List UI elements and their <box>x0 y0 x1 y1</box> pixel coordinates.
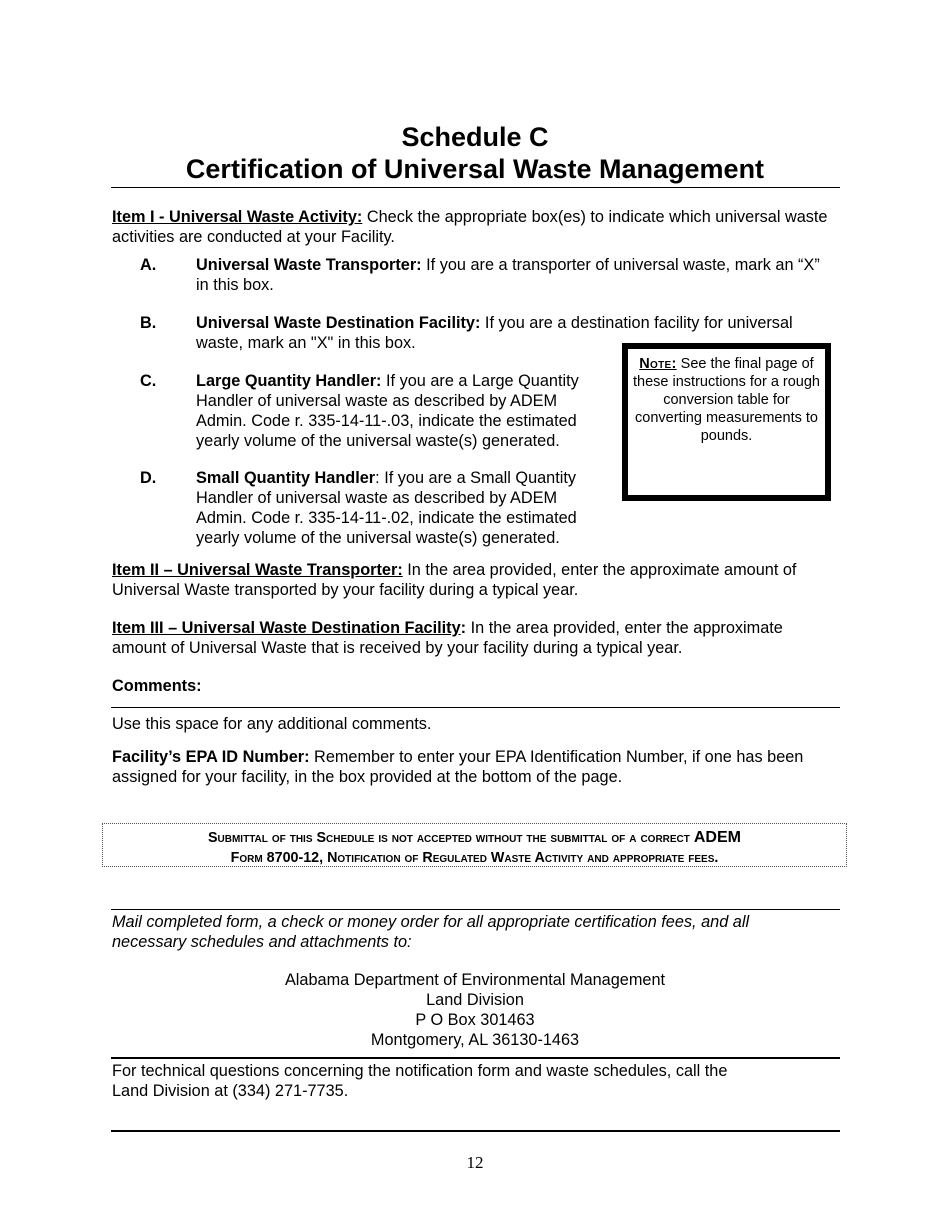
note-text: See the final page of these instructions for a rough conversion table for converting measurements to pounds. <box>633 356 820 444</box>
subitem-b-label: Universal Waste Destination Facility: <box>196 314 481 332</box>
subitem-c-text: If you are a Large Quantity Handler of universal waste as described by ADEM Admin. Code r. 335-14-11-.03, indicate the estimated yearly volume of the universal waste(s) generated. <box>196 372 579 450</box>
epa-paragraph <box>112 747 840 787</box>
notice-line-2: Form 8700-12, Notification of Regulated Waste Activity and appropriate fees. <box>230 850 719 866</box>
contact-line-1: For technical questions concerning the notification form and waste schedules, call the <box>112 1062 728 1080</box>
contact-divider <box>111 1057 840 1059</box>
comments-text: Use this space for any additional comments. <box>112 715 432 733</box>
subitem-a-letter: A. <box>140 256 157 274</box>
subitem-c-label: Large Quantity Handler: <box>196 372 382 390</box>
note-label: Note: <box>639 356 677 372</box>
subitem-d-letter: D. <box>140 469 157 487</box>
subitem-d <box>196 468 608 548</box>
subitem-c <box>196 371 608 451</box>
item-3-heading: Item III – Universal Waste Destination Facility <box>112 619 461 637</box>
item-2-heading: Item II – Universal Waste Transporter: <box>112 561 403 579</box>
item-1-heading: Item I - Universal Waste Activity: <box>112 208 363 226</box>
page-title: Schedule C <box>401 122 549 152</box>
address-line-2: Land Division <box>426 991 524 1009</box>
item-1-text: Check the appropriate box(es) to indicate which universal waste activities are conducted at your Facility. <box>112 208 828 246</box>
subitem-a-text: If you are a transporter of universal waste, mark an “X” in this box. <box>196 256 820 294</box>
item-3-paragraph <box>112 618 840 658</box>
notice-line-1 <box>103 828 846 848</box>
subitem-c-letter: C. <box>140 372 157 390</box>
notice-line-1-text: Submittal of this Schedule is not accepted without the submittal of a correct <box>208 830 694 846</box>
subitem-a <box>196 255 836 295</box>
address-line-4: Montgomery, AL 36130-1463 <box>370 1031 580 1049</box>
epa-heading: Facility’s EPA ID Number: <box>112 748 310 766</box>
item-1-paragraph <box>112 207 840 247</box>
footer-divider <box>111 1130 840 1132</box>
subitem-b-text: If you are a destination facility for universal waste, mark an "X" in this box. <box>196 314 793 352</box>
submittal-notice <box>102 823 847 867</box>
subitem-b-letter: B. <box>140 314 157 332</box>
contact-line-2: Land Division at (334) 271-7735. <box>112 1082 349 1100</box>
mail-divider <box>111 909 840 910</box>
mail-instructions: Mail completed form, a check or money order for all appropriate certification fees, and all necessary schedules and attachments to: <box>112 913 750 951</box>
subitem-d-label: Small Quantity Handler <box>196 469 376 487</box>
item-2-text: In the area provided, enter the approximate amount of Universal Waste transported by your facility during a typical year. <box>112 561 797 599</box>
address-line-1: Alabama Department of Environmental Management <box>284 971 666 989</box>
comments-divider <box>111 707 840 708</box>
page-number: 12 <box>466 1153 484 1172</box>
notice-line-1-adem: ADEM <box>693 829 741 846</box>
address-line-3: P O Box 301463 <box>415 1011 535 1029</box>
subitem-d-text: : If you are a Small Quantity Handler of universal waste as described by ADEM Admin. Code r. 335-14-11-.02, indicate the estimated yearly volume of the universal waste(s) generated. <box>196 469 577 547</box>
item-2-paragraph <box>112 560 840 600</box>
epa-text: Remember to enter your EPA Identification Number, if one has been assigned for your facility, in the box provided at the bottom of the page. <box>112 748 804 786</box>
item-3-colon: : <box>460 619 467 637</box>
title-divider <box>111 187 840 188</box>
note-box <box>622 343 831 501</box>
comments-heading: Comments: <box>112 677 202 695</box>
item-3-text: In the area provided, enter the approximate amount of Universal Waste that is received by your facility during a typical year. <box>112 619 783 657</box>
page-subtitle: Certification of Universal Waste Management <box>185 154 765 184</box>
subitem-a-label: Universal Waste Transporter: <box>196 256 422 274</box>
